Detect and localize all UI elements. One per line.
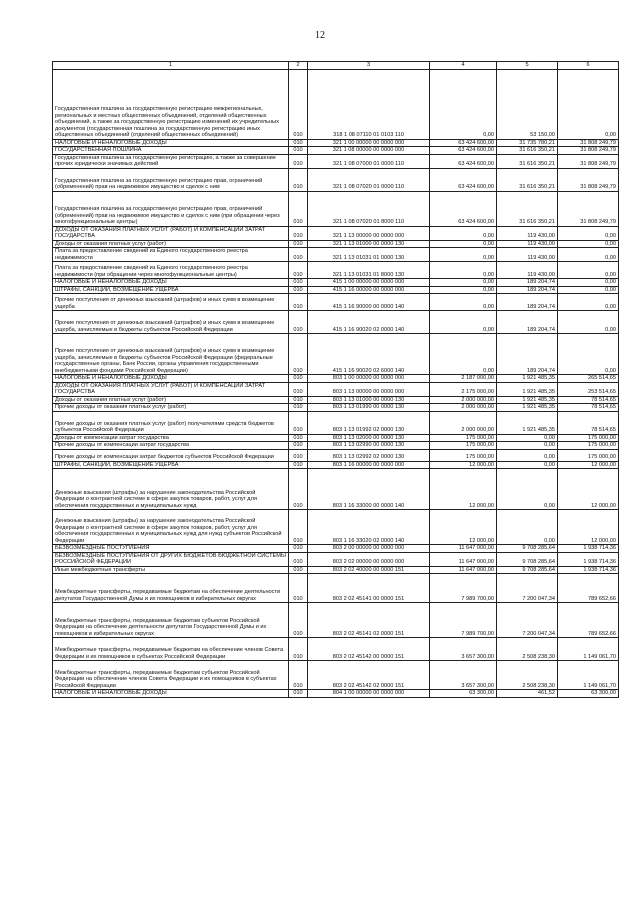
row-approved-amount: 2 175 000,00 (430, 382, 497, 396)
row-executed-amount: 9 708 285,64 (497, 552, 558, 566)
row-executed-amount: 461,52 (497, 690, 558, 698)
table-row (53, 311, 619, 334)
row-line-code: 010 (289, 375, 308, 383)
row-executed-amount: 31 616 350,21 (497, 147, 558, 155)
row-line-code: 010 (289, 469, 308, 510)
row-budget-code: 803 1 13 01000 00 0000 130 (308, 396, 430, 404)
row-unexecuted-amount: 789 652,66 (558, 574, 619, 603)
row-unexecuted-amount: 12 000,00 (558, 461, 619, 469)
table-row (53, 334, 619, 375)
row-unexecuted-amount: 175 000,00 (558, 442, 619, 450)
row-description: Межбюджетные трансферты, передаваемые бюджетам субъектов Российской Федерации на обеспечение деятельности депутатов Государственной Думы и их помощников в избирательных округах (53, 603, 289, 638)
row-budget-code: 803 2 00 00000 00 0000 000 (308, 545, 430, 553)
row-unexecuted-amount: 12 000,00 (558, 469, 619, 510)
row-approved-amount: 11 647 000,00 (430, 566, 497, 574)
table-row (53, 566, 619, 574)
row-executed-amount: 1 921 485,35 (497, 404, 558, 412)
row-approved-amount: 2 000 000,00 (430, 396, 497, 404)
column-header-5: 5 (497, 62, 558, 70)
table-row (53, 545, 619, 553)
row-line-code: 010 (289, 690, 308, 698)
row-line-code: 010 (289, 552, 308, 566)
row-line-code: 010 (289, 168, 308, 191)
table-row (53, 411, 619, 434)
row-executed-amount: 119 430,00 (497, 248, 558, 262)
row-unexecuted-amount: 31 808 249,79 (558, 147, 619, 155)
table-row (53, 603, 619, 638)
row-unexecuted-amount: 78 514,65 (558, 411, 619, 434)
row-approved-amount: 3 657 300,00 (430, 661, 497, 690)
table-row (53, 574, 619, 603)
row-description: ДОХОДЫ ОТ ОКАЗАНИЯ ПЛАТНЫХ УСЛУГ (РАБОТ) И КОМПЕНСАЦИИ ЗАТРАТ ГОСУДАРСТВА (53, 226, 289, 240)
row-description: Прочие доходы от компенсации затрат государства (53, 442, 289, 450)
table-header-row (53, 62, 619, 70)
row-unexecuted-amount: 1 149 061,70 (558, 661, 619, 690)
row-line-code: 010 (289, 147, 308, 155)
row-budget-code: 803 2 02 45142 00 0000 151 (308, 638, 430, 661)
row-executed-amount: 189 204,74 (497, 294, 558, 311)
table-row (53, 139, 619, 147)
row-budget-code: 321 1 13 01031 01 8000 130 (308, 262, 430, 279)
row-budget-code: 415 1 00 00000 00 0000 000 (308, 279, 430, 287)
row-line-code: 010 (289, 279, 308, 287)
row-approved-amount: 0,00 (430, 69, 497, 139)
table-row (53, 442, 619, 450)
row-description: Денежные взыскания (штрафы) за нарушение законодательства Российской Федерации о контрактной системе в сфере закупок товаров, работ, услуг для обеспечения государственных и муниципальных нужд для нужд субъектов Российской Федерации (53, 510, 289, 545)
row-executed-amount: 7 200 047,34 (497, 603, 558, 638)
row-approved-amount: 0,00 (430, 311, 497, 334)
row-budget-code: 415 1 16 90020 02 0000 140 (308, 311, 430, 334)
table-row (53, 154, 619, 168)
table-row (53, 226, 619, 240)
row-approved-amount: 0,00 (430, 240, 497, 248)
column-header-6: 6 (558, 62, 619, 70)
row-description: Иные межбюджетные трансферты (53, 566, 289, 574)
row-approved-amount: 63 424 600,00 (430, 147, 497, 155)
row-executed-amount: 189 204,74 (497, 311, 558, 334)
row-line-code: 010 (289, 661, 308, 690)
row-executed-amount: 0,00 (497, 442, 558, 450)
row-description: НАЛОГОВЫЕ И НЕНАЛОГОВЫЕ ДОХОДЫ (53, 690, 289, 698)
row-description: ШТРАФЫ, САНКЦИИ, ВОЗМЕЩЕНИЕ УЩЕРБА (53, 461, 289, 469)
revenue-table (52, 61, 619, 698)
row-unexecuted-amount: 0,00 (558, 248, 619, 262)
row-executed-amount: 0,00 (497, 449, 558, 461)
row-description: Денежные взыскания (штрафы) за нарушение законодательства Российской Федерации о контрактной системе в сфере закупок товаров, работ, услуг для обеспечения государственных и муниципальных нужд (53, 469, 289, 510)
row-unexecuted-amount: 31 808 249,79 (558, 139, 619, 147)
row-line-code: 010 (289, 334, 308, 375)
row-description: НАЛОГОВЫЕ И НЕНАЛОГОВЫЕ ДОХОДЫ (53, 139, 289, 147)
row-executed-amount: 9 708 285,64 (497, 545, 558, 553)
row-budget-code: 803 1 16 33020 02 0000 140 (308, 510, 430, 545)
row-executed-amount: 31 616 350,21 (497, 154, 558, 168)
row-description: Прочие доходы от компенсации затрат бюджетов субъектов Российской Федерации (53, 449, 289, 461)
row-executed-amount: 119 430,00 (497, 262, 558, 279)
table-row (53, 690, 619, 698)
table-row (53, 240, 619, 248)
row-executed-amount: 119 430,00 (497, 240, 558, 248)
row-line-code: 010 (289, 442, 308, 450)
row-executed-amount: 9 708 285,64 (497, 566, 558, 574)
row-approved-amount: 11 647 000,00 (430, 545, 497, 553)
table-row (53, 396, 619, 404)
row-budget-code: 321 1 00 00000 00 0000 000 (308, 139, 430, 147)
row-unexecuted-amount: 1 938 714,36 (558, 552, 619, 566)
row-unexecuted-amount: 31 808 249,79 (558, 154, 619, 168)
table-row (53, 552, 619, 566)
row-budget-code: 803 1 13 02990 00 0000 130 (308, 442, 430, 450)
table-row (53, 375, 619, 383)
row-line-code: 010 (289, 69, 308, 139)
table-row (53, 286, 619, 294)
row-approved-amount: 63 424 600,00 (430, 139, 497, 147)
row-approved-amount: 7 989 700,00 (430, 574, 497, 603)
row-budget-code: 321 1 08 07000 01 0000 110 (308, 154, 430, 168)
row-budget-code: 803 2 02 45141 02 0000 151 (308, 603, 430, 638)
row-approved-amount: 63 424 600,00 (430, 168, 497, 191)
row-budget-code: 415 1 16 90020 02 6000 140 (308, 334, 430, 375)
row-unexecuted-amount: 12 000,00 (558, 510, 619, 545)
row-line-code: 010 (289, 566, 308, 574)
row-approved-amount: 0,00 (430, 279, 497, 287)
row-unexecuted-amount: 0,00 (558, 226, 619, 240)
row-line-code: 010 (289, 461, 308, 469)
row-budget-code: 321 1 13 01000 00 0000 130 (308, 240, 430, 248)
row-description: БЕЗВОЗМЕЗДНЫЕ ПОСТУПЛЕНИЯ (53, 545, 289, 553)
row-line-code: 010 (289, 226, 308, 240)
row-line-code: 010 (289, 154, 308, 168)
row-line-code: 010 (289, 248, 308, 262)
row-unexecuted-amount: 31 808 249,79 (558, 191, 619, 226)
row-description: Прочие доходы от оказания платных услуг (работ) получателями средств бюджетов субъектов Российской Федерации (53, 411, 289, 434)
row-executed-amount: 0,00 (497, 461, 558, 469)
row-line-code: 010 (289, 545, 308, 553)
table-row (53, 382, 619, 396)
row-unexecuted-amount: 0,00 (558, 69, 619, 139)
row-executed-amount: 1 921 485,35 (497, 396, 558, 404)
row-approved-amount: 0,00 (430, 248, 497, 262)
row-executed-amount: 0,00 (497, 510, 558, 545)
row-approved-amount: 0,00 (430, 334, 497, 375)
row-description: БЕЗВОЗМЕЗДНЫЕ ПОСТУПЛЕНИЯ ОТ ДРУГИХ БЮДЖЕТОВ БЮДЖЕТНОЙ СИСТЕМЫ РОССИЙСКОЙ ФЕДЕРАЦИИ (53, 552, 289, 566)
row-unexecuted-amount: 63 300,00 (558, 690, 619, 698)
row-executed-amount: 189 204,74 (497, 286, 558, 294)
row-unexecuted-amount: 0,00 (558, 279, 619, 287)
row-line-code: 010 (289, 574, 308, 603)
row-budget-code: 803 1 13 00000 00 0000 000 (308, 382, 430, 396)
row-line-code: 010 (289, 139, 308, 147)
table-row (53, 294, 619, 311)
row-unexecuted-amount: 789 652,66 (558, 603, 619, 638)
row-approved-amount: 12 000,00 (430, 461, 497, 469)
row-line-code: 010 (289, 449, 308, 461)
row-description: Межбюджетные трансферты, передаваемые бюджетам на обеспечение деятельности депутатов Государственной Думы и их помощников в избирательных округах (53, 574, 289, 603)
table-row (53, 434, 619, 442)
row-description: ШТРАФЫ, САНКЦИИ, ВОЗМЕЩЕНИЕ УЩЕРБА (53, 286, 289, 294)
row-line-code: 010 (289, 510, 308, 545)
row-line-code: 010 (289, 311, 308, 334)
table-row (53, 449, 619, 461)
table-row (53, 638, 619, 661)
table-row (53, 661, 619, 690)
row-approved-amount: 63 424 600,00 (430, 154, 497, 168)
row-unexecuted-amount: 0,00 (558, 334, 619, 375)
row-budget-code: 803 2 02 40000 00 0000 151 (308, 566, 430, 574)
row-line-code: 010 (289, 434, 308, 442)
row-description: Доходы от оказания платных услуг (работ) (53, 240, 289, 248)
row-executed-amount: 189 204,74 (497, 334, 558, 375)
row-description: Государственная пошлина за государственную регистрацию прав, ограничений (обременений) прав на недвижимое имущество и сделок с ним (при обращении через многофункциональные центры) (53, 191, 289, 226)
row-budget-code: 803 2 02 00000 00 0000 000 (308, 552, 430, 566)
row-approved-amount: 175 000,00 (430, 449, 497, 461)
row-approved-amount: 2 000 000,00 (430, 411, 497, 434)
row-description: НАЛОГОВЫЕ И НЕНАЛОГОВЫЕ ДОХОДЫ (53, 375, 289, 383)
row-description: Прочие поступления от денежных взысканий (штрафов) и иных сумм в возмещение ущерба (53, 294, 289, 311)
table-row (53, 404, 619, 412)
row-line-code: 010 (289, 411, 308, 434)
column-header-1: 1 (53, 62, 289, 70)
column-header-2: 2 (289, 62, 308, 70)
row-description: Государственная пошлина за государственную регистрацию межрегиональных, региональных и местных общественных объединений, отделений общественных объединений, а также за государственную регистрацию изменений их учредительных документов (государственная пошлина за государственную регистрацию иных общественных объединений (отделений общественных объединений) (53, 69, 289, 139)
page-number: 12 (315, 30, 325, 41)
row-approved-amount: 7 989 700,00 (430, 603, 497, 638)
row-budget-code: 321 1 08 00000 00 0000 000 (308, 147, 430, 155)
row-unexecuted-amount: 1 938 714,36 (558, 566, 619, 574)
row-budget-code: 321 1 08 07020 01 0000 110 (308, 168, 430, 191)
row-budget-code: 803 2 02 45141 00 0000 151 (308, 574, 430, 603)
column-header-4: 4 (430, 62, 497, 70)
row-unexecuted-amount: 1 938 714,36 (558, 545, 619, 553)
row-budget-code: 803 1 13 01990 00 0000 130 (308, 404, 430, 412)
row-budget-code: 415 1 16 00000 00 0000 000 (308, 286, 430, 294)
row-line-code: 010 (289, 404, 308, 412)
row-line-code: 010 (289, 382, 308, 396)
table-row (53, 147, 619, 155)
row-approved-amount: 12 000,00 (430, 469, 497, 510)
row-approved-amount: 0,00 (430, 226, 497, 240)
row-description: Государственная пошлина за государственную регистрацию, а также за совершение прочих юридически значимых действий (53, 154, 289, 168)
row-description: Прочие доходы от оказания платных услуг (работ) (53, 404, 289, 412)
row-description: НАЛОГОВЫЕ И НЕНАЛОГОВЫЕ ДОХОДЫ (53, 279, 289, 287)
row-description: Прочие поступления от денежных взысканий (штрафов) и иных сумм в возмещение ущерба, зачисляемые в бюджеты субъектов Российской Федерации (53, 311, 289, 334)
row-approved-amount: 0,00 (430, 286, 497, 294)
row-budget-code: 321 1 13 01031 01 0000 130 (308, 248, 430, 262)
row-executed-amount: 189 204,74 (497, 279, 558, 287)
row-approved-amount: 11 647 000,00 (430, 552, 497, 566)
row-approved-amount: 63 424 600,00 (430, 191, 497, 226)
row-budget-code: 803 2 02 45142 02 0000 151 (308, 661, 430, 690)
row-description: ГОСУДАРСТВЕННАЯ ПОШЛИНА (53, 147, 289, 155)
row-unexecuted-amount: 78 514,65 (558, 404, 619, 412)
row-executed-amount: 31 616 350,21 (497, 168, 558, 191)
row-line-code: 010 (289, 191, 308, 226)
row-budget-code: 321 1 08 07020 01 8000 110 (308, 191, 430, 226)
row-budget-code: 415 1 16 90000 00 0000 140 (308, 294, 430, 311)
row-approved-amount: 63 300,00 (430, 690, 497, 698)
row-unexecuted-amount: 0,00 (558, 262, 619, 279)
row-approved-amount: 175 000,00 (430, 434, 497, 442)
table-row (53, 191, 619, 226)
row-description: Прочие поступления от денежных взысканий (штрафов) и иных сумм в возмещение ущерба, зачисляемые в бюджеты субъектов Российской Федерации (федеральные государственные органы, Банк России, органы управления государственными внебюджетными фондами Российской Федерации) (53, 334, 289, 375)
row-budget-code: 321 1 13 00000 00 0000 000 (308, 226, 430, 240)
row-unexecuted-amount: 0,00 (558, 294, 619, 311)
row-budget-code: 318 1 08 07110 01 0103 110 (308, 69, 430, 139)
row-description: Доходы от компенсации затрат государства (53, 434, 289, 442)
table-row (53, 461, 619, 469)
row-line-code: 010 (289, 603, 308, 638)
row-executed-amount: 0,00 (497, 469, 558, 510)
row-description: Плата за предоставление сведений из Единого государственного реестра недвижимости (53, 248, 289, 262)
row-executed-amount: 0,00 (497, 434, 558, 442)
row-line-code: 010 (289, 638, 308, 661)
row-budget-code: 804 1 00 00000 00 0000 000 (308, 690, 430, 698)
row-executed-amount: 119 430,00 (497, 226, 558, 240)
row-executed-amount: 7 200 047,34 (497, 574, 558, 603)
row-executed-amount: 1 921 485,35 (497, 411, 558, 434)
row-approved-amount: 0,00 (430, 262, 497, 279)
row-budget-code: 803 1 00 00000 00 0000 000 (308, 375, 430, 383)
table-row (53, 248, 619, 262)
row-unexecuted-amount: 175 000,00 (558, 449, 619, 461)
row-executed-amount: 1 921 485,35 (497, 382, 558, 396)
row-description: Межбюджетные трансферты, передаваемые бюджетам на обеспечение членов Совета Федерации и их помощников в субъектах Российской Федерации (53, 638, 289, 661)
row-unexecuted-amount: 0,00 (558, 311, 619, 334)
table-row (53, 168, 619, 191)
row-unexecuted-amount: 31 808 249,79 (558, 168, 619, 191)
row-approved-amount: 12 000,00 (430, 510, 497, 545)
row-unexecuted-amount: 0,00 (558, 286, 619, 294)
row-unexecuted-amount: 1 149 061,70 (558, 638, 619, 661)
table-row (53, 262, 619, 279)
row-approved-amount: 3 657 300,00 (430, 638, 497, 661)
row-budget-code: 803 1 13 02992 02 0000 130 (308, 449, 430, 461)
row-budget-code: 803 1 13 02000 00 0000 130 (308, 434, 430, 442)
row-line-code: 010 (289, 286, 308, 294)
row-unexecuted-amount: 265 514,65 (558, 375, 619, 383)
row-executed-amount: 2 508 238,30 (497, 638, 558, 661)
row-unexecuted-amount: 78 514,65 (558, 396, 619, 404)
row-unexecuted-amount: 0,00 (558, 240, 619, 248)
row-executed-amount: 31 735 780,21 (497, 139, 558, 147)
table-row (53, 469, 619, 510)
row-approved-amount: 2 000 000,00 (430, 404, 497, 412)
row-description: Доходы от оказания платных услуг (работ) (53, 396, 289, 404)
table-row (53, 69, 619, 139)
row-approved-amount: 2 187 000,00 (430, 375, 497, 383)
row-budget-code: 803 1 16 00000 00 0000 000 (308, 461, 430, 469)
row-line-code: 010 (289, 294, 308, 311)
row-unexecuted-amount: 253 514,65 (558, 382, 619, 396)
row-description: Межбюджетные трансферты, передаваемые бюджетам субъектов Российской Федерации на обеспечение членов Совета Федерации и их помощников в субъектах Российской Федерации (53, 661, 289, 690)
row-description: Государственная пошлина за государственную регистрацию прав, ограничений (обременений) прав на недвижимое имущество и сделок с ним (53, 168, 289, 191)
table-row (53, 510, 619, 545)
row-budget-code: 803 1 13 01992 02 0000 130 (308, 411, 430, 434)
row-budget-code: 803 1 16 33000 00 0000 140 (308, 469, 430, 510)
column-header-3: 3 (308, 62, 430, 70)
row-line-code: 010 (289, 396, 308, 404)
row-executed-amount: 53 150,00 (497, 69, 558, 139)
table-row (53, 279, 619, 287)
row-executed-amount: 1 921 485,35 (497, 375, 558, 383)
row-executed-amount: 31 616 350,21 (497, 191, 558, 226)
row-executed-amount: 2 508 238,30 (497, 661, 558, 690)
row-approved-amount: 175 000,00 (430, 442, 497, 450)
row-description: Плата за предоставление сведений из Единого государственного реестра недвижимости (при обращении через многофункциональные центры) (53, 262, 289, 279)
row-approved-amount: 0,00 (430, 294, 497, 311)
row-line-code: 010 (289, 262, 308, 279)
row-description: ДОХОДЫ ОТ ОКАЗАНИЯ ПЛАТНЫХ УСЛУГ (РАБОТ) И КОМПЕНСАЦИИ ЗАТРАТ ГОСУДАРСТВА (53, 382, 289, 396)
row-line-code: 010 (289, 240, 308, 248)
row-unexecuted-amount: 175 000,00 (558, 434, 619, 442)
